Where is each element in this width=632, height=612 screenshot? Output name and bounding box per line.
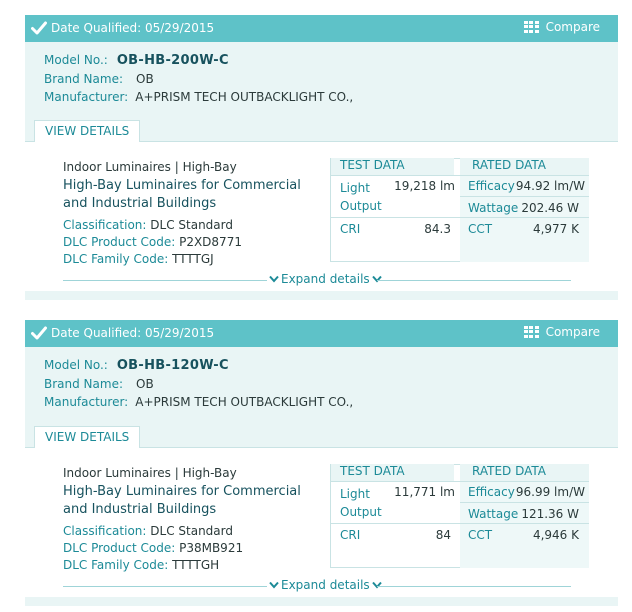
- checkmark-icon: [31, 20, 47, 36]
- expand-row: [25, 272, 618, 288]
- product-title: High-Bay Luminaires for Commercial and Industrial Buildings: [63, 178, 301, 211]
- row-divider: [460, 217, 589, 218]
- row-divider: [460, 502, 589, 503]
- compare-label: Compare: [545, 20, 600, 34]
- manufacturer-value: A+PRISM TECH OUTBACKLIGHT CO.,: [135, 395, 354, 409]
- expand-details-label: Expand details: [281, 578, 370, 592]
- product-code-row: [63, 541, 313, 555]
- brand-value: OB: [136, 72, 154, 86]
- compare-button[interactable]: [524, 325, 600, 339]
- expand-row: [25, 578, 618, 594]
- cri-value: 84: [435, 528, 451, 542]
- manufacturer-label: Manufacturer:: [44, 395, 129, 409]
- row-divider: [460, 196, 589, 197]
- test-data-header: TEST DATA: [331, 158, 454, 175]
- efficacy-label: Efficacy: [468, 179, 515, 193]
- test-data-header: TEST DATA: [331, 464, 454, 481]
- model-label: Model No.:: [44, 53, 108, 67]
- product-meta: [25, 42, 618, 120]
- product-category: Indoor Luminaires | High-Bay: [63, 466, 237, 480]
- wattage-label: Wattage: [468, 201, 519, 215]
- classification-label: Classification:: [63, 218, 147, 232]
- efficacy-value: 96.99 lm/W: [515, 485, 585, 499]
- light-output-value: 11,771 lm: [394, 485, 455, 499]
- card-header: [25, 15, 618, 42]
- wattage-label: Wattage: [468, 507, 519, 521]
- data-table: [330, 464, 589, 568]
- family-code-value: TTTTGJ: [172, 252, 214, 266]
- light-output-label: Light Output: [340, 487, 382, 519]
- classification-value: DLC Standard: [150, 218, 233, 232]
- wattage-value: 121.36 W: [521, 507, 579, 521]
- product-meta: [25, 347, 618, 425]
- expand-line-left: [63, 280, 267, 281]
- card-header: [25, 320, 618, 347]
- chevron-down-icon: [372, 275, 382, 283]
- model-label: Model No.:: [44, 358, 108, 372]
- manufacturer-label: Manufacturer:: [44, 90, 129, 104]
- brand-row: [44, 377, 154, 391]
- chevron-down-icon: [269, 275, 279, 283]
- date-qualified: Date Qualified: 05/29/2015: [51, 21, 215, 35]
- cct-label: CCT: [468, 528, 493, 542]
- chevron-down-icon: [269, 581, 279, 589]
- cri-label: CRI: [340, 222, 361, 236]
- classification-row: [63, 524, 313, 538]
- family-code-label: DLC Family Code:: [63, 252, 169, 266]
- rated-data-header: RATED DATA: [460, 158, 589, 175]
- light-output-label: Light Output: [340, 181, 382, 213]
- product-title: High-Bay Luminaires for Commercial and Industrial Buildings: [63, 484, 301, 517]
- cct-label: CCT: [468, 222, 493, 236]
- row-divider: [460, 523, 589, 524]
- classification-label: Classification:: [63, 524, 147, 538]
- compare-label: Compare: [545, 325, 600, 339]
- model-number: OB-HB-200W-C: [116, 53, 229, 68]
- grid-icon: [524, 21, 539, 34]
- classification-value: DLC Standard: [150, 524, 233, 538]
- efficacy-label: Efficacy: [468, 485, 515, 499]
- expand-line-left: [63, 586, 267, 587]
- cct-value: 4,977 K: [532, 222, 579, 236]
- header-divider: [331, 481, 588, 482]
- product-code-label: DLC Product Code:: [63, 541, 176, 555]
- family-code-row: [63, 252, 313, 266]
- expand-details-link[interactable]: [269, 272, 382, 286]
- product-code-value: P2XD8771: [179, 235, 242, 249]
- listing-card: [25, 320, 618, 606]
- chevron-down-icon: [372, 581, 382, 589]
- family-code-value: TTTTGH: [172, 558, 220, 572]
- header-divider: [331, 175, 588, 176]
- product-category: Indoor Luminaires | High-Bay: [63, 160, 237, 174]
- row-divider: [331, 217, 460, 218]
- product-info: [63, 160, 313, 266]
- family-code-label: DLC Family Code:: [63, 558, 169, 572]
- expand-details-label: Expand details: [281, 272, 370, 286]
- view-details-tab[interactable]: VIEW DETAILS: [34, 120, 140, 142]
- brand-value: OB: [136, 377, 154, 391]
- classification-row: [63, 218, 313, 232]
- cct-value: 4,946 K: [532, 528, 579, 542]
- efficacy-value: 94.92 lm/W: [515, 179, 585, 193]
- grid-icon: [524, 326, 539, 339]
- expand-details-link[interactable]: [269, 578, 382, 592]
- data-table: [330, 158, 589, 262]
- cri-value: 84.3: [424, 222, 451, 236]
- wattage-value: 202.46 W: [521, 201, 579, 215]
- expand-line-right: [377, 586, 571, 587]
- brand-label: Brand Name:: [44, 377, 124, 391]
- product-code-value: P38MB921: [179, 541, 244, 555]
- manufacturer-row: [44, 90, 353, 104]
- manufacturer-value: A+PRISM TECH OUTBACKLIGHT CO.,: [135, 90, 354, 104]
- cri-label: CRI: [340, 528, 361, 542]
- model-row: [44, 53, 229, 68]
- details-panel: [25, 448, 618, 597]
- brand-label: Brand Name:: [44, 72, 124, 86]
- details-panel: [25, 142, 618, 291]
- light-output-value: 19,218 lm: [394, 179, 455, 193]
- card-footer: [25, 291, 618, 300]
- product-code-label: DLC Product Code:: [63, 235, 176, 249]
- compare-button[interactable]: [524, 20, 600, 34]
- family-code-row: [63, 558, 313, 572]
- brand-row: [44, 72, 154, 86]
- product-info: [63, 466, 313, 572]
- card-footer: [25, 597, 618, 606]
- rated-data-header: RATED DATA: [460, 464, 589, 481]
- checkmark-icon: [31, 325, 47, 341]
- row-divider: [331, 523, 460, 524]
- date-qualified: Date Qualified: 05/29/2015: [51, 326, 215, 340]
- model-number: OB-HB-120W-C: [116, 358, 229, 373]
- model-row: [44, 358, 229, 373]
- manufacturer-row: [44, 395, 353, 409]
- view-details-tab[interactable]: VIEW DETAILS: [34, 426, 140, 448]
- listing-card: [25, 15, 618, 300]
- product-code-row: [63, 235, 313, 249]
- expand-line-right: [377, 280, 571, 281]
